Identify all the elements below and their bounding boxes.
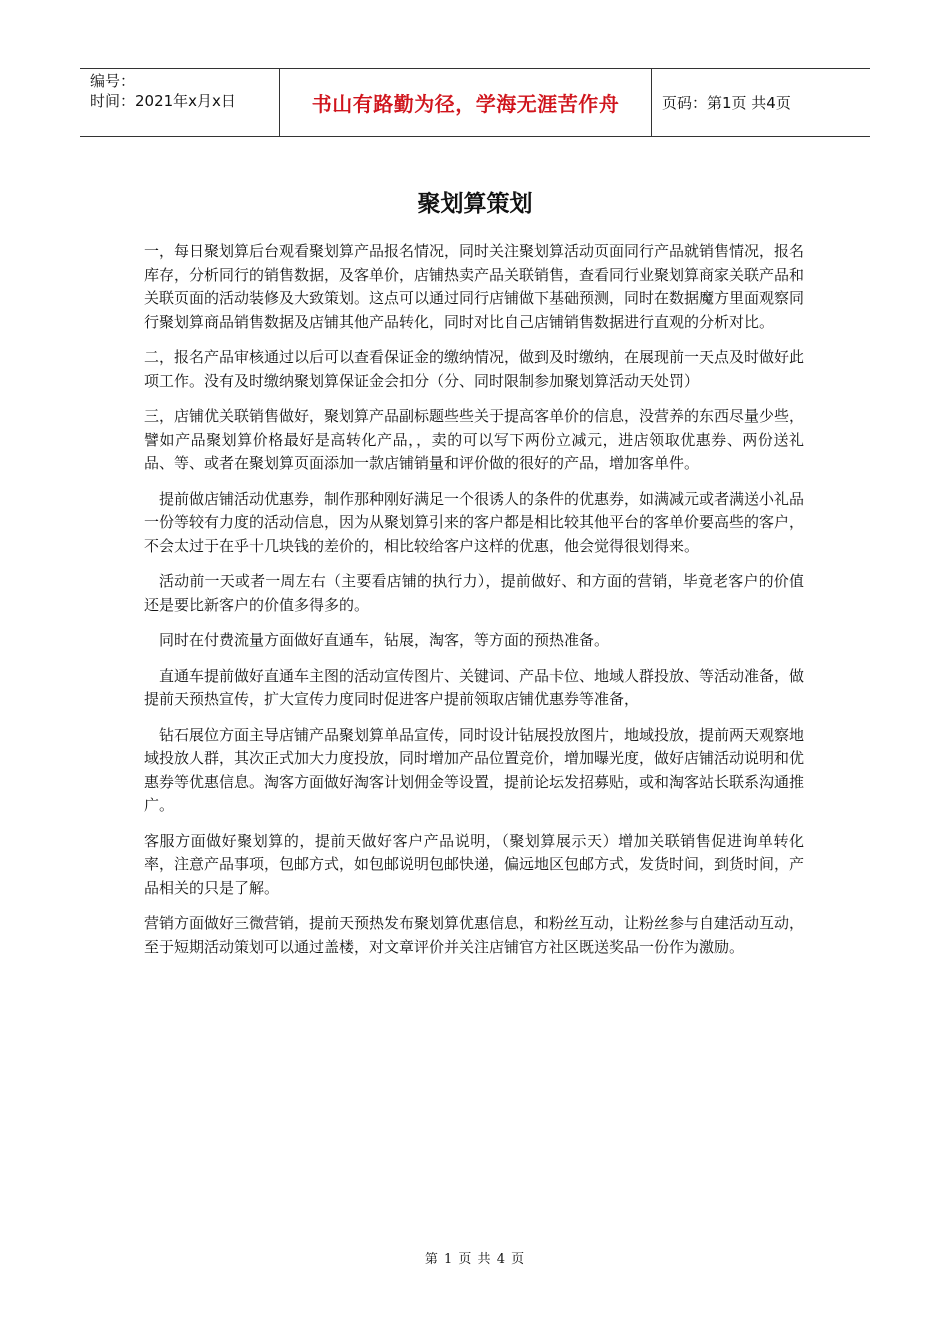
header-page-info: 页码：第1页 共4页 [662,94,791,112]
header-motto: 书山有路勤为径，学海无涯苦作舟 [280,69,652,136]
paragraph-10: 营销方面做好三微营销，提前天预热发布聚划算优惠信息，和粉丝互动，让粉丝参与自建活动互动，至于短期活动策划可以通过盖楼，对文章评价并关注店铺官方社区既送奖品一份作为激励。 [144,914,805,956]
paragraph-1: 一，每日聚划算后台观看聚划算产品报名情况，同时关注聚划算活动页面同行产品就销售情况，报名库存，分析同行的销售数据，及客单价，店铺热卖产品关联销售，查看同行业聚划算商家关联产品和关联页面的活动装修及大致策划。这点可以通过同行店铺做下基础预测，同时在数据魔方里面观察同行聚划算商品销售数据及店铺其他产品转化，同时对比自己店铺销售数据进行直观的分析对比。 [144,242,805,331]
number-label: 编号： [90,72,136,90]
paragraph-9: 客服方面做好聚划算的，提前天做好客户产品说明，（聚划算展示天）增加关联销售促进询单转化率，注意产品事项，包邮方式，如包邮说明包邮快递，偏远地区包邮方式，发货时间，到货时间，产品相关的只是了解。 [144,831,805,897]
paragraph-6: 同时在付费流量方面做好直通车，钻展，淘客，等方面的预热准备。 [159,631,610,649]
page-footer: 第 1 页 共 4 页 [424,1252,526,1267]
time-label: 时间：2021年x月x日 [90,92,236,110]
document-body [144,240,804,971]
paragraph-2: 二，报名产品审核通过以后可以查看保证金的缴纳情况，做到及时缴纳，在展现前一天点及时做好此项工作。没有及时缴纳聚划算保证金会扣分（分、同时限制参加聚划算活动天处罚） [144,348,805,390]
paragraph-7: 直通车提前做好直通车主图的活动宣传图片、关键词、产品卡位、地域人群投放、等活动准备，做提前天预热宣传，扩大宣传力度同时促进客户提前领取店铺优惠券等准备， [144,666,805,708]
document-header [80,68,870,137]
paragraph-5: 活动前一天或者一周左右（主要看店铺的执行力），提前做好、和方面的营销，毕竟老客户的价值还是要比新客户的价值多得多的。 [144,572,804,614]
paragraph-4: 提前做店铺活动优惠券，制作那种刚好满足一个很诱人的条件的优惠券，如满减元或者满送小礼品一份等较有力度的活动信息，因为从聚划算引来的客户都是相比较其他平台的客单价要高些的客户，不会太过于在乎十几块钱的差价的，相比较给客户这样的优惠，他会觉得很划得来。 [144,489,805,555]
document-title: 聚划算策划 [417,191,533,217]
paragraph-8: 钻石展位方面主导店铺产品聚划算单品宣传，同时设计钻展投放图片，地域投放，提前两天观察地域投放人群，其次正式加大力度投放，同时增加产品位置竞价，增加曝光度，做好店铺活动说明和优惠券等优惠信息。淘客方面做好淘客计划佣金等设置，提前论坛发招募贴，或和淘客站长联系沟通推广。 [144,725,805,814]
paragraph-3: 三，店铺优关联销售做好，聚划算产品副标题些些关于提高客单价的信息，没营养的东西尽量少些，譬如产品聚划算价格最好是高转化产品，，卖的可以写下两份立减元，进店领取优惠券、两份送礼品、等、或者在聚划算页面添加一款店铺销量和评价做的很好的产品，增加客单件。 [144,407,805,472]
header-meta [80,69,280,136]
